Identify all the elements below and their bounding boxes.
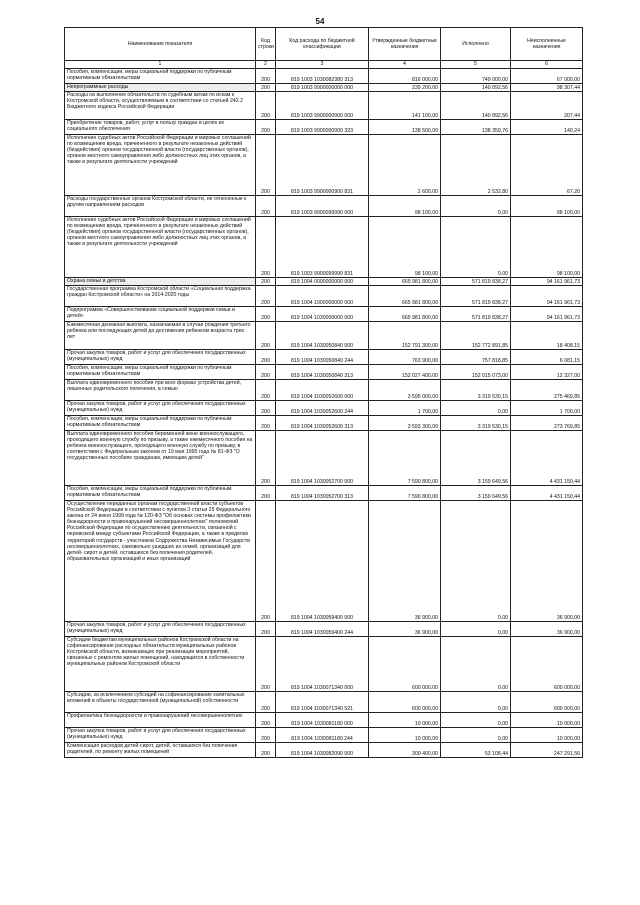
row-approved: 600 000,00 [369,692,441,713]
table-body [65,69,583,758]
row-code: 200 [256,92,276,120]
row-classification: 819 1004 0000000000 000 [276,278,369,286]
table-row [65,713,583,728]
row-name: Профилактика безнадзорности и правонарушений несовершеннолетних [65,713,256,728]
row-name: Субсидии, за исключением субсидий на софинансирование капитальных вложений в объекты государственной (муниципальной) собственности [65,692,256,713]
row-classification: 819 1003 9900000900 323 [276,120,369,135]
table-row [65,380,583,401]
row-name: Осуществление переданных органам государственной власти субъектов Российской Федерации в соответствии с пунктом 3 статьи 25 Федерального закона от 24 июня 1999 года № 120-ФЗ "Об основах системы профилактики безнадзорности и правонарушений несовершеннолетних" полномочий Российской Федерации по осуществлению деятельности, связанной с перевозкой между субъектами Российской Федерации, а также в пределах территорий государств - участников Содружества Независимых Государств несовершеннолетних, самовольно ушедших из семей, организаций для детей- сирот и детей, оставшихся без попечения родителей, образовательных организаций и иных организаций [65,501,256,622]
table-row [65,322,583,350]
column-header-unexecuted: Неисполненные назначения [511,28,583,61]
row-classification: 819 1004 1030050840 000 [276,322,369,350]
row-unexecuted: 4 431 150,44 [511,486,583,501]
row-code: 200 [256,728,276,743]
row-unexecuted: 98 100,00 [511,196,583,217]
table-row [65,486,583,501]
row-name: Расходы на выполнение обязательств по судебным актам по искам к Костромской области, осуществляемым в соответствии со статьей 242.2 Бюджетного кодекса Российской Федерации [65,92,256,120]
column-header-executed: Исполнено [441,28,511,61]
row-code: 200 [256,135,276,196]
row-classification: 819 1003 9900000900 000 [276,92,369,120]
row-executed: 3 159 649,56 [441,431,511,486]
row-classification: 819 1004 1030052700 000 [276,431,369,486]
row-code: 200 [256,286,276,307]
table-row [65,69,583,84]
row-name: Выплата единовременного пособия при всех формах устройства детей, лишенных родительского попечения, в семью [65,380,256,401]
row-classification: 819 1003 9900000900 831 [276,135,369,196]
table-row [65,307,583,322]
table-row [65,743,583,758]
table-row [65,217,583,278]
row-unexecuted: 273 769,85 [511,416,583,431]
row-code: 200 [256,120,276,135]
row-unexecuted: 140,24 [511,120,583,135]
row-code: 200 [256,69,276,84]
row-name: Прочая закупка товаров, работ и услуг для обеспечения государственных (муниципальных) нужд [65,728,256,743]
row-code: 200 [256,637,276,692]
row-executed: 3 319 530,15 [441,380,511,401]
row-classification: 819 1004 1030081180 244 [276,728,369,743]
row-classification: 819 1004 1030052700 313 [276,486,369,501]
row-code: 200 [256,486,276,501]
table-row [65,401,583,416]
column-number-row [65,61,583,69]
row-executed: 2 532,80 [441,135,511,196]
row-name: Прочая закупка товаров, работ и услуг для обеспечения государственных (муниципальных) нужд [65,350,256,365]
column-header-approved: Утвержденные бюджетные назначения [369,28,441,61]
row-code: 200 [256,278,276,286]
row-classification: 819 1004 1030052600 244 [276,401,369,416]
row-name: Пособия, компенсации, меры социальной поддержки по публичным нормативным обязательствам [65,365,256,380]
row-classification: 819 1003 9900000000 000 [276,84,369,92]
row-classification: 819 1003 1030082380 313 [276,69,369,84]
row-name: Прочая закупка товаров, работ и услуг для обеспечения государственных (муниципальных) нужд [65,401,256,416]
row-approved: 152 027 400,00 [369,365,441,380]
table-row [65,286,583,307]
row-code: 200 [256,431,276,486]
row-approved: 7 590 800,00 [369,431,441,486]
row-classification: 819 1003 9900099990 831 [276,217,369,278]
row-approved: 665 981 800,00 [369,307,441,322]
row-name: Приобретение товаров, работ, услуг в пользу граждан в целях их социального обеспечения [65,120,256,135]
row-name: Расходы государственных органов Костромской области, не отнесенные к другим направлениям расходов [65,196,256,217]
row-code: 200 [256,380,276,401]
row-code: 200 [256,196,276,217]
column-header-row-code: Код строки [256,28,276,61]
column-number: 2 [256,61,276,69]
table-row [65,728,583,743]
row-name: Прочая закупка товаров, работ и услуг для обеспечения государственных (муниципальных) нужд [65,622,256,637]
row-approved: 36 900,00 [369,501,441,622]
row-code: 200 [256,84,276,92]
row-unexecuted: 67,20 [511,135,583,196]
row-unexecuted: 275 469,85 [511,380,583,401]
column-number: 3 [276,61,369,69]
row-name: Исполнение судебных актов Российской Федерации и мировых соглашений по возмещению вреда, причиненного в результате незаконных действий (бездействия) органов государственной власти (государственных органов), органов местного самоуправления либо должностных лиц этих органов, а также в результате деятельности учреждений [65,135,256,196]
row-approved: 36 900,00 [369,622,441,637]
row-name: Компенсация расходов детей-сирот, детей, оставшихся без попечения родителей, по ремонту жилых помещений [65,743,256,758]
table-row [65,92,583,120]
row-unexecuted: 6 081,15 [511,350,583,365]
row-unexecuted: 600 000,00 [511,692,583,713]
row-code: 200 [256,743,276,758]
table-row [65,622,583,637]
row-unexecuted: 207,44 [511,92,583,120]
table-row [65,431,583,486]
row-executed: 749 000,00 [441,69,511,84]
row-executed: 571 819 838,27 [441,278,511,286]
row-executed: 0,00 [441,692,511,713]
row-unexecuted: 600 000,00 [511,637,583,692]
table-row [65,416,583,431]
row-name: Подпрограмма «Совершенствование социальной поддержки семьи и детей» [65,307,256,322]
row-unexecuted: 94 161 961,73 [511,278,583,286]
row-unexecuted: 18 408,15 [511,322,583,350]
row-classification: 819 1004 1030050840 313 [276,365,369,380]
row-code: 200 [256,401,276,416]
column-number: 6 [511,61,583,69]
row-approved: 2 600,00 [369,135,441,196]
row-code: 200 [256,365,276,380]
row-approved: 816 000,00 [369,69,441,84]
row-unexecuted: 4 431 150,44 [511,431,583,486]
row-unexecuted: 10 000,00 [511,713,583,728]
row-unexecuted: 36 900,00 [511,501,583,622]
row-executed: 138 359,76 [441,120,511,135]
row-approved: 152 791 300,00 [369,322,441,350]
row-executed: 571 819 838,27 [441,286,511,307]
row-executed: 53 108,44 [441,743,511,758]
row-approved: 763 900,00 [369,350,441,365]
row-approved: 1 700,00 [369,401,441,416]
row-classification: 819 1004 1030059400 244 [276,622,369,637]
row-classification: 819 1004 1030052600 313 [276,416,369,431]
row-classification: 819 1003 9900099990 000 [276,196,369,217]
row-unexecuted: 94 161 961,73 [511,307,583,322]
row-executed: 152 015 073,00 [441,365,511,380]
row-executed: 3 319 530,15 [441,416,511,431]
row-classification: 819 1004 1000000000 000 [276,286,369,307]
row-approved: 10 000,00 [369,713,441,728]
row-name: Выплата единовременного пособия беременной жене военнослужащего, проходящего военную службу по призыву, а также ежемесячного пособия на ребенка военнослужащего, проходящего военную службу по призыву, в соответствии с Федеральным законом от 19 мая 1995 года № 81-ФЗ "О государственных пособиях гражданам, имеющим детей" [65,431,256,486]
row-code: 200 [256,350,276,365]
column-number: 1 [65,61,256,69]
column-header-classification: Код расхода по бюджетной классификации [276,28,369,61]
row-approved: 141 100,00 [369,92,441,120]
row-code: 200 [256,322,276,350]
budget-execution-table [64,27,583,758]
row-classification: 819 1004 1030050840 244 [276,350,369,365]
row-approved: 300 400,00 [369,743,441,758]
row-approved: 7 590 800,00 [369,486,441,501]
table-row [65,350,583,365]
row-name: Пособия, компенсации, меры социальной поддержки по публичным нормативным обязательствам [65,416,256,431]
row-name: Пособия, компенсации, меры социальной поддержки по публичным нормативным обязательствам [65,486,256,501]
row-approved: 3 593 300,00 [369,416,441,431]
row-code: 200 [256,713,276,728]
row-approved: 10 000,00 [369,728,441,743]
row-classification: 819 1004 1030059400 000 [276,501,369,622]
row-classification: 819 1004 1030000000 000 [276,307,369,322]
table-row [65,365,583,380]
row-executed: 0,00 [441,713,511,728]
row-executed: 0,00 [441,217,511,278]
row-executed: 0,00 [441,637,511,692]
row-executed: 152 772 891,85 [441,322,511,350]
column-number: 4 [369,61,441,69]
row-unexecuted: 247 291,56 [511,743,583,758]
row-code: 200 [256,307,276,322]
row-name: Охрана семьи и детства [65,278,256,286]
table-row [65,135,583,196]
row-unexecuted: 10 000,00 [511,728,583,743]
row-unexecuted: 98 307,44 [511,84,583,92]
row-approved: 600 000,00 [369,637,441,692]
table-header-row [65,28,583,61]
row-approved: 239 200,00 [369,84,441,92]
table-row [65,84,583,92]
row-executed: 0,00 [441,728,511,743]
row-classification: 819 1004 1030052600 000 [276,380,369,401]
table-row [65,278,583,286]
row-name: Государственная программа Костромской области «Социальная поддержка граждан Костромской области» на 2014-2020 годы [65,286,256,307]
row-code: 200 [256,501,276,622]
row-name: Пособия, компенсации, меры социальной поддержки по публичным нормативным обязательствам [65,69,256,84]
table-row [65,501,583,622]
row-code: 200 [256,416,276,431]
column-header-name: Наименование показателя [65,28,256,61]
row-unexecuted: 98 100,00 [511,217,583,278]
row-executed: 3 159 649,56 [441,486,511,501]
table-row [65,196,583,217]
row-unexecuted: 1 700,00 [511,401,583,416]
row-name: Субсидии бюджетам муниципальных районов Костромской области на софинансирование расходных обязательств муниципальных районов Костромской области, возникающих при реализации мероприятий, связанных с ремонтом жилых помещений, находящихся в собственности муниципальных районов Костромской области [65,637,256,692]
row-code: 200 [256,217,276,278]
row-classification: 819 1004 1030081180 000 [276,713,369,728]
row-unexecuted: 12 327,00 [511,365,583,380]
row-executed: 0,00 [441,622,511,637]
row-executed: 0,00 [441,401,511,416]
table-row [65,637,583,692]
page-number: 54 [315,17,325,26]
row-name: Ежемесячная денежная выплата, назначаемая в случае рождения третьего ребенка или последующих детей до достижения ребенком возраста трех лет [65,322,256,350]
row-code: 200 [256,622,276,637]
row-approved: 665 981 800,00 [369,278,441,286]
row-approved: 138 500,00 [369,120,441,135]
row-executed: 0,00 [441,501,511,622]
row-unexecuted: 67 000,00 [511,69,583,84]
table-row [65,120,583,135]
row-classification: 819 1004 1030071340 521 [276,692,369,713]
row-approved: 98 100,00 [369,217,441,278]
row-executed: 140 892,56 [441,92,511,120]
column-number: 5 [441,61,511,69]
row-executed: 0,00 [441,196,511,217]
row-unexecuted: 94 161 961,73 [511,286,583,307]
row-code: 200 [256,692,276,713]
row-classification: 819 1004 1030071340 000 [276,637,369,692]
table-row [65,692,583,713]
row-approved: 3 595 000,00 [369,380,441,401]
row-name: Непрограммные расходы [65,84,256,92]
row-approved: 98 100,00 [369,196,441,217]
row-executed: 571 819 838,27 [441,307,511,322]
row-approved: 665 981 800,00 [369,286,441,307]
row-unexecuted: 36 900,00 [511,622,583,637]
row-executed: 140 892,56 [441,84,511,92]
row-name: Исполнение судебных актов Российской Федерации и мировых соглашений по возмещению вреда, причиненного в результате незаконных действий (бездействия) органов государственной власти (государственных органов), органов местного самоуправления либо должностных лиц этих органов, а также в результате деятельности учреждений [65,217,256,278]
row-executed: 757 818,85 [441,350,511,365]
row-classification: 819 1004 1030082090 000 [276,743,369,758]
